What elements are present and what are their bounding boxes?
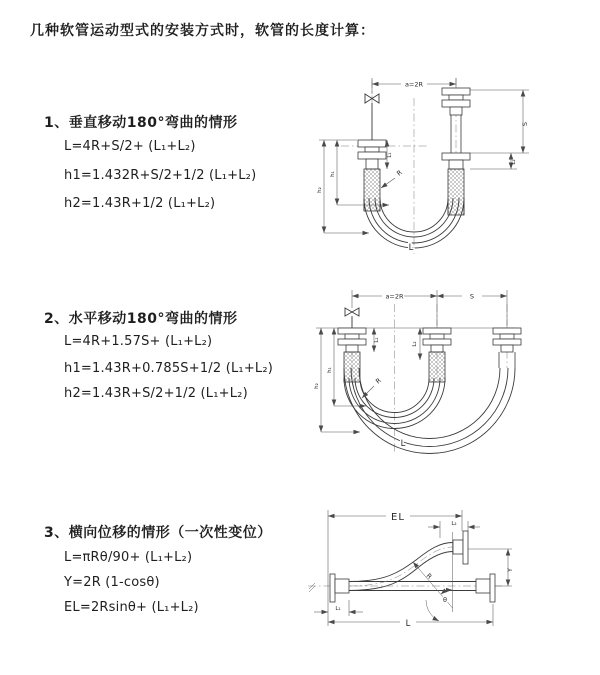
diagram-horizontal-180-bend xyxy=(308,282,588,460)
section-2-formula-h2: h2=1.43R+S/2+1/2 (L₁+L₂) xyxy=(64,386,248,401)
section-1-heading: 1、垂直移动180°弯曲的情形 xyxy=(44,115,238,131)
radius-label: R xyxy=(374,376,383,386)
dim-s-l2 xyxy=(470,90,529,169)
length-label: L xyxy=(408,243,414,253)
middle-fitting xyxy=(423,328,451,382)
radius-leader xyxy=(381,178,395,188)
section-1-formula-L: L=4R+S/2+ (L₁+L₂) xyxy=(64,139,196,154)
dim-label-l2: L₂ xyxy=(451,521,457,527)
section-1-formula-h2: h2=1.43R+1/2 (L₁+L₂) xyxy=(64,196,216,211)
dim-label-l1: L₁ xyxy=(387,152,393,158)
valve-icon xyxy=(345,308,359,328)
left-fitting xyxy=(358,140,386,211)
diagram-vertical-180-bend xyxy=(311,70,581,260)
dim-label-h1: h₁ xyxy=(327,367,333,373)
dim-l xyxy=(328,604,493,626)
radius-label: R xyxy=(395,168,404,178)
section-1-formula-h1: h1=1.432R+S/2+1/2 (L₁+L₂) xyxy=(64,168,257,183)
section-2-formula-h1: h1=1.43R+0.785S+1/2 (L₁+L₂) xyxy=(64,361,274,376)
dim-label-l1: L₁ xyxy=(335,606,341,612)
dim-label-l2: L₂ xyxy=(412,341,418,347)
dim-label-s: S xyxy=(521,121,529,127)
right-ghost-flange xyxy=(476,574,495,602)
left-fitting xyxy=(338,328,366,382)
length-label: L xyxy=(405,619,411,629)
break-mark xyxy=(309,583,315,592)
dim-label-h2: h₂ xyxy=(317,187,323,193)
radius-label: R xyxy=(424,571,434,581)
dim-label-a2r: a=2R xyxy=(404,80,424,89)
dim-a2r-s xyxy=(352,290,507,326)
dim-label-y: Y xyxy=(506,568,514,572)
page-title: 几种软管运动型式的安装方式时，软管的长度计算： xyxy=(30,23,375,39)
section-2-formula-L: L=4R+1.57S+ (L₁+L₂) xyxy=(64,334,213,349)
angle-construction xyxy=(413,532,453,621)
dim-label-el: EL xyxy=(391,512,405,523)
dim-el xyxy=(328,510,462,626)
length-label: L xyxy=(400,439,406,449)
left-flange xyxy=(330,574,349,602)
section-3-formula-L: L=πRθ/90+ (L₁+L₂) xyxy=(64,550,193,565)
section-3-heading: 3、横向位移的情形（一次性变位） xyxy=(44,525,272,541)
hose-s-curve xyxy=(349,543,453,591)
dim-label-s: S xyxy=(469,292,475,301)
dim-label-h1: h₁ xyxy=(330,171,336,177)
dim-label-l1: L₁ xyxy=(374,337,380,343)
radius-leader xyxy=(362,386,374,398)
hose-centerline xyxy=(349,547,453,586)
dim-label-h2: h₂ xyxy=(314,383,320,389)
section-2-heading: 2、水平移动180°弯曲的情形 xyxy=(44,311,238,327)
angle-label: θ xyxy=(443,596,447,604)
section-3-formula-EL: EL=2Rsinθ+ (L₁+L₂) xyxy=(64,600,199,615)
section-3-formula-Y: Y=2R (1-cosθ) xyxy=(64,575,160,590)
diagram-lateral-displacement xyxy=(300,500,595,648)
dim-label-l2: L₂ xyxy=(511,159,517,165)
upper-right-flange xyxy=(453,531,468,564)
dim-label-a2r: a=2R xyxy=(385,292,404,301)
